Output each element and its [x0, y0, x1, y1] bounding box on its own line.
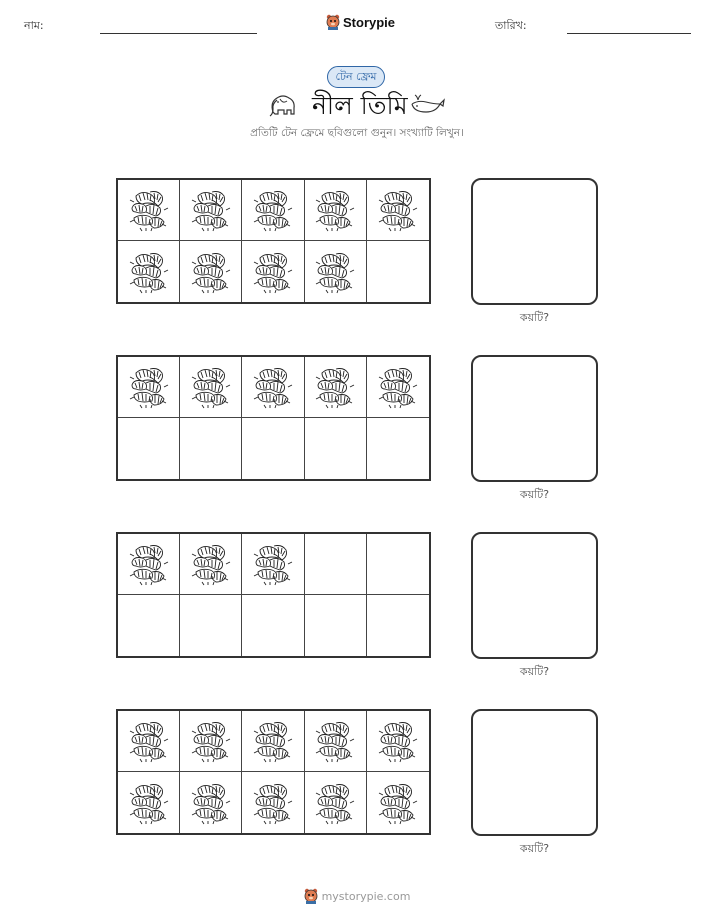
shrimp-cluster-icon: [252, 188, 294, 232]
ten-frame-cell: [118, 595, 180, 656]
ten-frame-cell: [305, 711, 367, 772]
answer-label: কয়টি?: [519, 842, 550, 855]
ten-frame-cell: [118, 180, 180, 241]
ten-frame-cell: [180, 241, 242, 302]
ten-frame-cell: [118, 534, 180, 595]
ten-frame-cell: [242, 534, 304, 595]
date-label: তারিখ:: [495, 19, 527, 32]
shrimp-cluster-icon: [252, 250, 294, 294]
worksheet-title: নীল তিমি: [312, 91, 408, 120]
shrimp-cluster-icon: [190, 365, 232, 409]
answer-box[interactable]: [471, 178, 598, 305]
footer: [0, 888, 714, 904]
ten-frame-cell: [305, 241, 367, 302]
shrimp-cluster-icon: [128, 719, 170, 763]
answer-box[interactable]: [471, 355, 598, 482]
ten-frame: [116, 532, 431, 658]
shrimp-cluster-icon: [190, 781, 232, 825]
storypie-mascot-icon: [326, 14, 340, 30]
shrimp-cluster-icon: [252, 719, 294, 763]
ten-frame-cell: [180, 357, 242, 418]
footer-url[interactable]: mystorypie.com: [321, 889, 411, 903]
ten-frame-cell: [305, 595, 367, 656]
ten-frame-cell: [118, 357, 180, 418]
ten-frame-cell: [305, 772, 367, 833]
ten-frame-cell: [242, 180, 304, 241]
shrimp-cluster-icon: [377, 365, 419, 409]
ten-frame-cell: [242, 418, 304, 479]
answer-label: কয়টি?: [519, 665, 550, 678]
answer-box[interactable]: [471, 532, 598, 659]
ten-frame: [116, 178, 431, 304]
ten-frame-cell: [180, 418, 242, 479]
ten-frame-cell: [180, 772, 242, 833]
shrimp-cluster-icon: [314, 250, 356, 294]
ten-frame-cell: [242, 711, 304, 772]
ten-frame-cell: [367, 711, 429, 772]
shrimp-cluster-icon: [128, 250, 170, 294]
shrimp-cluster-icon: [252, 542, 294, 586]
shrimp-cluster-icon: [377, 781, 419, 825]
shrimp-cluster-icon: [377, 719, 419, 763]
shrimp-cluster-icon: [128, 188, 170, 232]
shrimp-cluster-icon: [128, 781, 170, 825]
ten-frame-cell: [367, 180, 429, 241]
ten-frame-cell: [118, 418, 180, 479]
storypie-mascot-icon: [304, 888, 318, 904]
ten-frame-cell: [367, 241, 429, 302]
ten-frame-cell: [305, 418, 367, 479]
shrimp-cluster-icon: [190, 188, 232, 232]
ten-frame: [116, 709, 431, 835]
ten-frame-cell: [305, 180, 367, 241]
ten-frame: [116, 355, 431, 481]
shrimp-cluster-icon: [190, 719, 232, 763]
ten-frame-cell: [305, 357, 367, 418]
ten-frame-cell: [180, 534, 242, 595]
shrimp-cluster-icon: [252, 365, 294, 409]
ten-frame-cell: [367, 534, 429, 595]
answer-box[interactable]: [471, 709, 598, 836]
shrimp-cluster-icon: [128, 365, 170, 409]
date-line[interactable]: [567, 33, 691, 34]
ten-frame-cell: [367, 772, 429, 833]
ten-frame-cell: [242, 595, 304, 656]
shrimp-cluster-icon: [377, 188, 419, 232]
topic-badge: টেন ফ্রেম: [327, 66, 385, 88]
shrimp-cluster-icon: [190, 542, 232, 586]
ten-frame-cell: [367, 418, 429, 479]
shrimp-cluster-icon: [314, 781, 356, 825]
name-line[interactable]: [100, 33, 257, 34]
ten-frame-cell: [242, 357, 304, 418]
shrimp-cluster-icon: [314, 719, 356, 763]
shrimp-cluster-icon: [190, 250, 232, 294]
ten-frame-cell: [118, 772, 180, 833]
elephant-icon: [267, 92, 299, 118]
ten-frame-cell: [242, 241, 304, 302]
ten-frame-cell: [180, 711, 242, 772]
ten-frame-cell: [180, 595, 242, 656]
whale-icon: [410, 94, 446, 116]
ten-frame-cell: [305, 534, 367, 595]
ten-frame-cell: [180, 180, 242, 241]
shrimp-cluster-icon: [314, 365, 356, 409]
ten-frame-cell: [118, 711, 180, 772]
ten-frame-cell: [118, 241, 180, 302]
brand-name: Storypie: [343, 14, 396, 30]
brand-logo: [326, 14, 395, 30]
shrimp-cluster-icon: [314, 188, 356, 232]
name-label: নাম:: [24, 19, 44, 32]
shrimp-cluster-icon: [252, 781, 294, 825]
ten-frame-cell: [367, 595, 429, 656]
answer-label: কয়টি?: [519, 488, 550, 501]
answer-label: কয়টি?: [519, 311, 550, 324]
ten-frame-cell: [242, 772, 304, 833]
shrimp-cluster-icon: [128, 542, 170, 586]
instructions: প্রতিটি টেন ফ্রেমে ছবিগুলো গুনুন। সংখ্যাটি লিখুন।: [250, 127, 464, 139]
ten-frame-cell: [367, 357, 429, 418]
